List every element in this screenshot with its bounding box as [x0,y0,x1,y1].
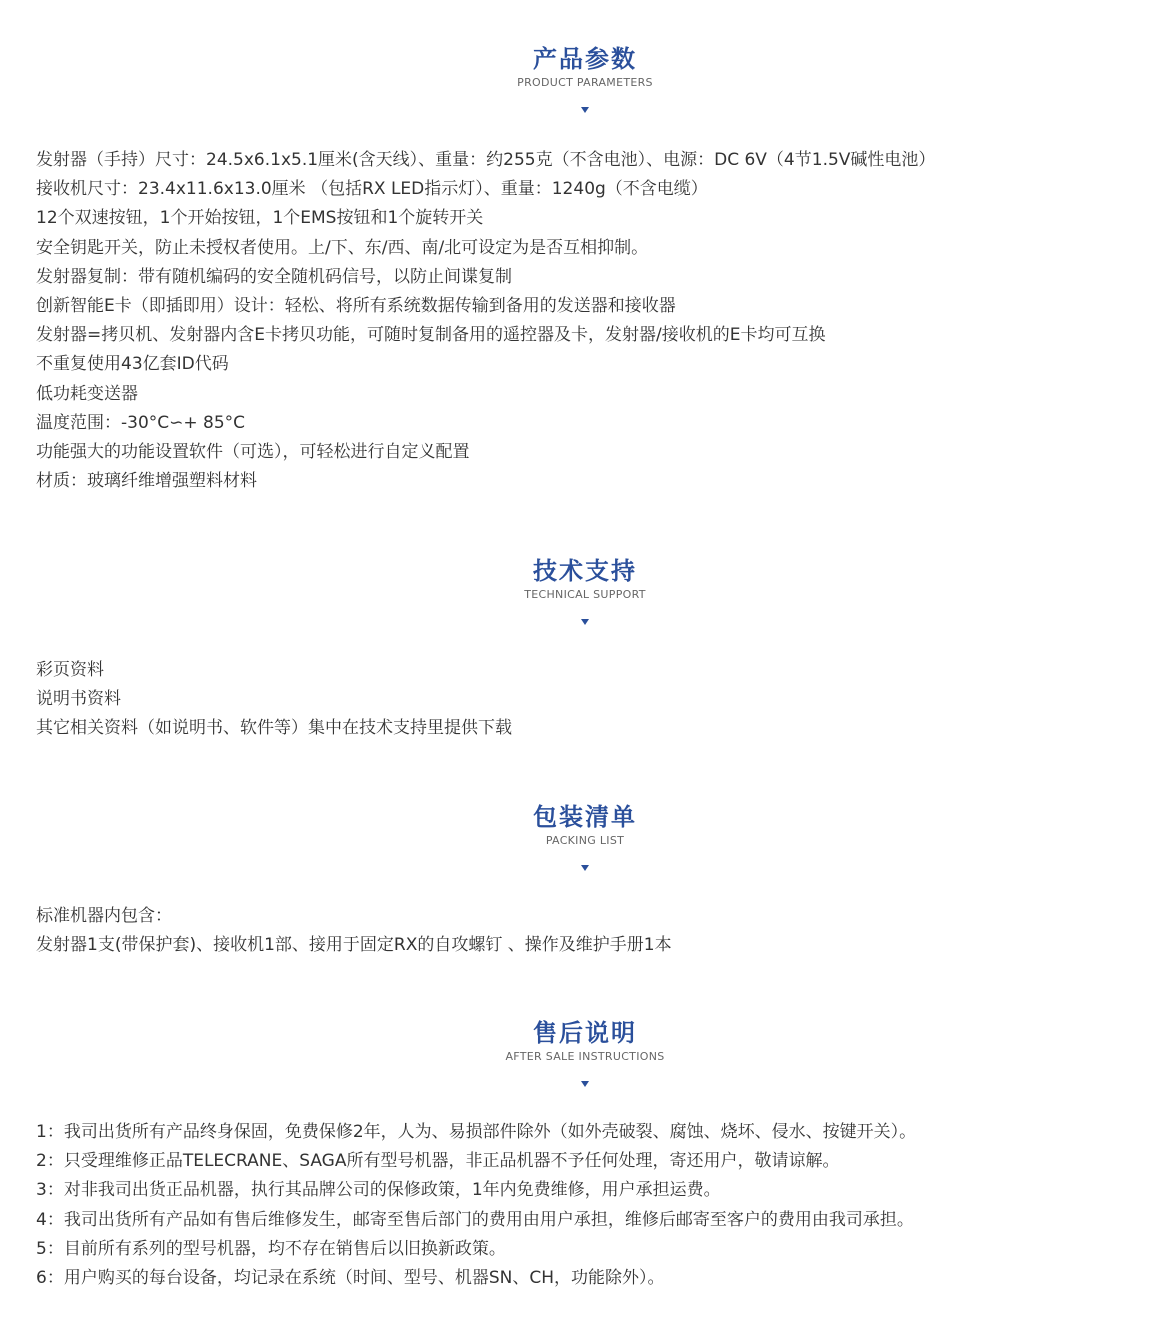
list-item: 说明书资料 [36,689,121,710]
caret-down-icon [581,619,589,625]
list-item: 2：只受理维修正品TELECRANE、SAGA所有型号机器，非正品机器不予任何处理，寄还用户，敬请谅解。 [36,1151,840,1172]
section-after-sale [0,1018,1170,1087]
list-item: 5：目前所有系列的型号机器，均不存在销售后以旧换新政策。 [36,1238,506,1259]
section-technical-support [0,556,1170,625]
section-header [0,1018,1170,1087]
section-title: 售后说明 [533,1019,637,1047]
list-item: 不重复使用43亿套ID代码 [36,354,229,375]
section-header [0,44,1170,113]
list-item: 发射器复制：带有随机编码的安全随机码信号，以防止间谍复制 [36,266,512,287]
list-item: 标准机器内包含： [36,906,172,926]
list-item: 其它相关资料（如说明书、软件等）集中在技术支持里提供下载 [36,718,512,739]
caret-down-icon [581,865,589,871]
section-title: 包装清单 [533,803,637,831]
list-item: 发射器1支(带保护套)、接收机1部、接用于固定RX的自攻螺钉 、操作及维护手册1本 [36,935,672,956]
list-item: 12个双速按钮，1个开始按钮，1个EMS按钮和1个旋转开关 [36,208,484,229]
section-packing-list [0,802,1170,871]
packing-list [36,902,1136,960]
list-item: 接收机尺寸：23.4x11.6x13.0厘米 （包括RX LED指示灯）、重量：1240g（不含电缆） [36,179,708,200]
section-header [0,556,1170,625]
after-sale-list [36,1118,1136,1293]
section-header [0,802,1170,871]
list-item: 温度范围：-30°C∽+ 85°C [36,412,246,433]
list-item: 发射器=拷贝机、发射器内含E卡拷贝功能，可随时复制备用的遥控器及卡，发射器/接收机的E卡均可互换 [36,325,826,346]
caret-down-icon [581,1081,589,1087]
technical-support-list [36,656,1136,744]
list-item: 低功耗变送器 [36,383,138,404]
list-item: 材质：玻璃纤维增强塑料材料 [36,471,257,492]
list-item: 彩页资料 [36,660,104,680]
list-item: 安全钥匙开关，防止未授权者使用。上/下、东/西、南/北可设定为是否互相抑制。 [36,237,649,258]
section-title: 技术支持 [533,557,637,585]
caret-down-icon [581,107,589,113]
section-product-parameters [0,44,1170,113]
list-item: 4：我司出货所有产品如有售后维修发生，邮寄至售后部门的费用由用户承担，维修后邮寄至客户的费用由我司承担。 [36,1209,914,1230]
list-item: 1：我司出货所有产品终身保固，免费保修2年，人为、易损部件除外（如外壳破裂、腐蚀、烧坏、侵水、按键开关）。 [36,1122,917,1142]
section-subtitle: AFTER SALE INSTRUCTIONS [505,1050,665,1063]
section-subtitle: PRODUCT PARAMETERS [517,76,653,89]
list-item: 创新智能E卡（即插即用）设计：轻松、将所有系统数据传输到备用的发送器和接收器 [36,296,676,317]
list-item: 3：对非我司出货正品机器，执行其品牌公司的保修政策，1年内免费维修，用户承担运费。 [36,1180,721,1201]
list-item: 6：用户购买的每台设备，均记录在系统（时间、型号、机器SN、CH，功能除外）。 [36,1268,665,1289]
list-item: 发射器（手持）尺寸：24.5x6.1x5.1厘米(含天线）、重量：约255克（不含电池）、电源：DC 6V（4节1.5V碱性电池） [36,150,936,170]
section-title: 产品参数 [533,45,637,73]
section-subtitle: PACKING LIST [545,834,625,847]
section-subtitle: TECHNICAL SUPPORT [524,588,646,601]
product-parameters-list [36,146,1136,496]
list-item: 功能强大的功能设置软件（可选），可轻松进行自定义配置 [36,442,470,463]
